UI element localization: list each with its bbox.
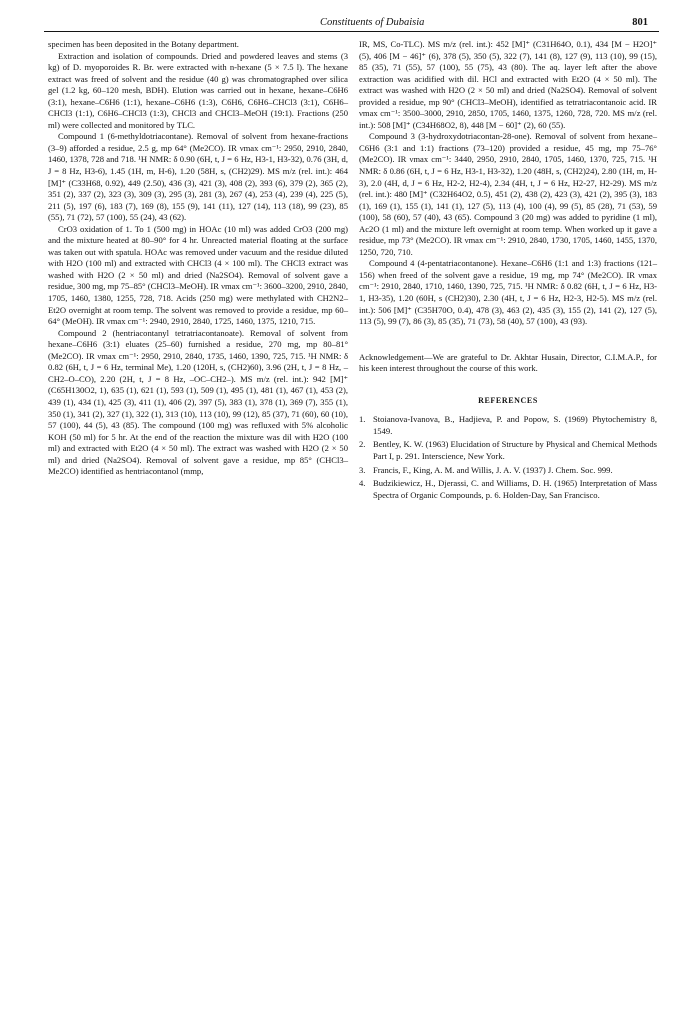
- reference-text: Budzikiewicz, H., Djerassi, C. and Williams, D. H. (1965) Interpretation of Mass Spectra of Organic Compounds, p. 6. Holden-Day, San Francisco.: [373, 478, 657, 500]
- page-header: [0, 0, 696, 32]
- running-head: Constituents of Dubaisia: [320, 17, 425, 28]
- page-number: 801: [632, 17, 648, 28]
- reference-item: [359, 414, 657, 437]
- paragraph-cro3-oxidation: CrO3 oxidation of 1. To 1 (500 mg) in HOAc (10 ml) was added CrO3 (200 mg) and the mixture heated at 80–90° for 4 hr. Unreacted material floating at the surface was taken out with spatula. HOAc was removed under vacuum and the residue diluted with H2O (100 ml) and extracted with CHCl3 (4 × 100 ml). The CHCl3 extract was washed with H2O (2 × 50 ml) and dried (Na2SO4). Removal of solvent gave a residue, 300 mg, mp 75–85° (CHCl3–MeOH). IR νmax cm⁻¹: 3600–3200, 2910, 2840, 1705, 1460, 1380, 1255, 728, 718. Acids (250 mg) were methylated with CH2N2–Et2O overnight at room temp. The solvent was removed to provide a residue, mp 60–64° (MeOH). IR νmax cm⁻¹: 2940, 2910, 2840, 1725, 1460, 1375, 1210, 715.: [48, 223, 348, 327]
- reference-text: Stoianova-Ivanova, B., Hadjieva, P. and Popow, S. (1969) Phytochemistry 8, 1549.: [373, 414, 657, 436]
- acknowledgement: Acknowledgement—We are grateful to Dr. Akhtar Husain, Director, C.I.M.A.P., for his keen interest throughout the course of this work.: [359, 351, 657, 374]
- reference-item: [359, 465, 657, 477]
- paragraph-compound-2: Compound 2 (hentriacontanyl tetratriacontanoate). Removal of solvent from hexane–C6H6 (3:1) eluates (25–60) furnished a residue, 270 mg, mp 80–81° (Me2CO). IR νmax cm⁻¹: 2950, 2910, 2840, 1735, 1460, 1390, 725, 715. ¹H NMR: δ 0.82 (6H, t, J = 6 Hz, terminal Me), 1.20 (120H, s, (CH2)60), 3.96 (2H, t, J = 8 Hz, –CH2–O–CO), 2.20 (2H, t, J = 8 Hz, –OC–CH2–). MS m/z (rel. int.): 942 [M]⁺ (C65H130O2, 1), 635 (1), 621 (1), 593 (1), 509 (1), 495 (1), 481 (1), 467 (1), 453 (2), 439 (1), 434 (1), 425 (3), 411 (1), 406 (2), 397 (5), 383 (1), 378 (1), 369 (7), 355 (1), 350 (1), 341 (2), 327 (1), 322 (1), 313 (10), 113 (10), 99 (12), 85 (37), 71 (60), 60 (10), 57 (100), 44 (5), 43 (85). The compound (100 mg) was refluxed with 5% alcoholic KOH (50 ml) for 5 hr. At the end of the reaction the mixture was dil with H2O (100 ml) and extracted with Et2O (4 × 50 ml). The extract was washed with H2O (2 × 50 ml) and dried (Na2SO4). Removal of solvent gave a residue, mp 85° (CHCl3–Me2CO) identified as hentriacontanol (mmp,: [48, 327, 348, 477]
- reference-number: 4.: [359, 478, 366, 489]
- reference-number: 1.: [359, 414, 366, 425]
- paragraph-compound-1: Compound 1 (6-methyldotriacontane). Removal of solvent from hexane-fractions (3–9) afforded a residue, 2.5 g, mp 64° (Me2CO). IR νmax cm⁻¹: 2950, 2910, 2840, 1460, 1378, 728 and 718. ¹H NMR: δ 0.90 (6H, t, J = 6 Hz, H3-1, H3-32), 0.76 (3H, d, J = 8 Hz, H3-6), 1.45 (1H, m, H-6), 1.20 (58H, s, (CH2)29). MS m/z (rel. int.): 464 [M]⁺ (C33H68, 0.92), 449 (2.50), 436 (3), 421 (3), 408 (2), 393 (6), 379 (2), 365 (2), 351 (2), 337 (2), 323 (3), 309 (3), 295 (3), 281 (3), 267 (4), 253 (4), 239 (4), 225 (5), 211 (5), 197 (6), 183 (7), 169 (8), 155 (9), 141 (11), 127 (14), 113 (18), 99 (23), 85 (55), 71 (72), 57 (100), 55 (24), 43 (62).: [48, 131, 348, 223]
- paragraph-compound-4: Compound 4 (4-pentatriacontanone). Hexane–C6H6 (1:1 and 1:3) fractions (121–156) when freed of the solvent gave a residue, 19 mg, mp 74° (Me2CO). IR νmax cm⁻¹: 2910, 2840, 1710, 1460, 1390, 725, 715. ¹H NMR: δ 0.82 (6H, t, J = 6 Hz, H3-1, H3-35), 1.20 (60H, s (CH2)30), 2.30 (4H, t, J = 6 Hz, H2-3, H2-5). MS m/z (rel. int.): 506 [M]⁺ (C35H70O, 0.4), 478 (3), 463 (2), 435 (3), 155 (2), 141 (2), 127 (5), 113 (5), 99 (7), 86 (3), 85 (35), 71 (73), 58 (40), 57 (100), 43 (93).: [359, 258, 657, 327]
- reference-item: [359, 478, 657, 501]
- reference-item: [359, 439, 657, 462]
- reference-text: Bentley, K. W. (1963) Elucidation of Structure by Physical and Chemical Methods Part I, p. 291. Interscience, New York.: [373, 439, 657, 461]
- paragraph-compound-2-continued: IR, MS, Co-TLC). MS m/z (rel. int.): 452 [M]⁺ (C31H64O, 0.1), 434 [M − H2O]⁺ (5), 406 [M − 46]⁺ (6), 378 (5), 350 (5), 322 (7), 141 (8), 127 (9), 113 (10), 99 (15), 85 (35), 71 (55), 57 (100), 55 (75), 43 (80). The aq. layer left after the above extraction was acidified with dil. HCl and extracted with Et2O (4 × 50 ml). The extract was washed with H2O (2 × 50 ml) and dried (Na2SO4). Removal of solvent provided a residue, mp 90° (CHCl3–MeOH), identified as tetratriacontanoic acid. IR νmax cm⁻¹: 3500–3000, 2910, 2850, 1705, 1460, 1375, 1260, 728, 720. MS m/z (rel. int.): 508 [M]⁺ (C34H68O2, 8), 448 [M − 60]⁺ (2), 60 (55).: [359, 39, 657, 130]
- references-list: [359, 414, 657, 501]
- paragraph-extraction: Extraction and isolation of compounds. Dried and powdered leaves and stems (3 kg) of D. myoporoides R. Br. were extracted with n-hexane (5 × 7.5 l). The hexane extract was freed of solvent and the residue (40 g) was chromatographed over silica gel (1.2 kg, 60–120 mesh, BDH). Elution was carried out in hexane, hexane–C6H6 (3:1), hexane–C6H6 (1:1), hexane–C6H6 (1:3), C6H6, C6H6–CHCl3 (3:1), C6H6–CHCl3 (1:1), C6H6–CHCl3 (1:3), CHCl3 and CHCl3–MeOH (19:1). Fractions (250 ml) were collected and monitored by TLC.: [48, 50, 348, 130]
- reference-text: Francis, F., King, A. M. and Willis, J. A. V. (1937) J. Chem. Soc. 999.: [373, 464, 613, 475]
- right-column: [359, 39, 657, 503]
- reference-number: 2.: [359, 439, 366, 450]
- left-column: [48, 39, 348, 478]
- paragraph-compound-3: Compound 3 (3-hydroxydotriacontan-28-one). Removal of solvent from hexane–C6H6 (3:1 and 1:1) fractions (73–120) provided a residue, 45 mg, mp 75–76° (Me2CO). IR νmax cm⁻¹: 3440, 2950, 2910, 2840, 1705, 1460, 1370, 725, 715. ¹H NMR: δ 0.86 (6H, t, J = 6 Hz, H3-1, H3-32), 1.20 (48H, s, (CH2)24), 2.80 (1H, m, H-3), 2.0 (4H, d, J = 6 Hz, H2-2, H2-4), 2.34 (4H, t, J = 6 Hz, H2-27, H2-29). MS m/z (rel. int.): 480 [M]⁺ (C32H64O2, 0.5), 451 (2), 438 (2), 423 (3), 421 (2), 395 (3), 183 (1), 169 (1), 155 (1), 141 (1), 127 (5), 113 (4), 100 (4), 99 (5), 85 (28), 71 (53), 59 (100), 58 (60), 57 (40), 43 (65). Compound 3 (20 mg) was added to pyridine (1 ml), Ac2O (1 ml) and the mixture left overnight at room temp. When worked up it gave a residue, mp 73° (Me2CO). IR νmax cm⁻¹: 2910, 2840, 1730, 1705, 1460, 1455, 1370, 1250, 720, 710.: [359, 131, 657, 257]
- paragraph-specimen: specimen has been deposited in the Botany department.: [48, 39, 239, 49]
- references-heading: REFERENCES: [478, 395, 538, 405]
- header-rule: [44, 31, 659, 32]
- reference-number: 3.: [359, 464, 366, 475]
